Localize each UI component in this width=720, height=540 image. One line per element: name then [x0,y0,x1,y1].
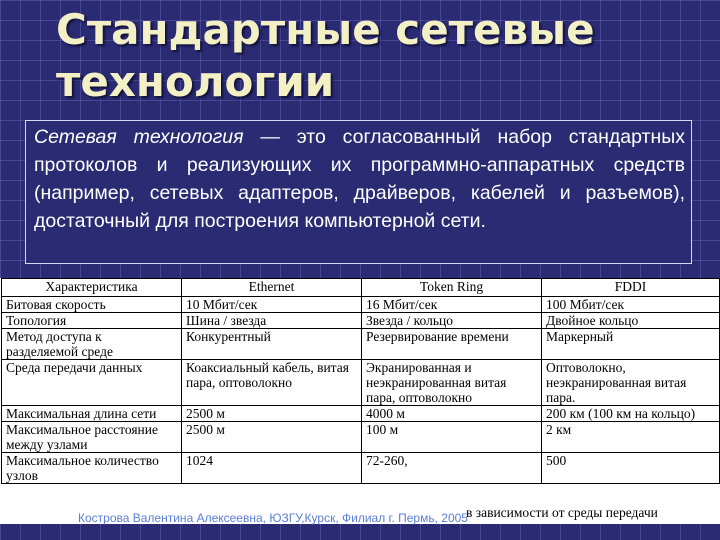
slide-title [56,4,696,108]
table-row [2,329,720,360]
table-cell: Коаксиальный кабель, витая пара, оптоволокно [182,360,362,406]
slide-title-line-1: Стандартные сетевые [56,5,595,54]
table-cell: Резервирование времени [362,329,542,360]
table-cell: Двойное кольцо [542,313,720,329]
table-cell: Топология [2,313,182,329]
table-cell: 72-260, [362,453,542,484]
table-cell: Экранированная и неэкранированная витая пара, оптоволокно [362,360,542,406]
table-cell: 4000 м [362,406,542,422]
table-note-overflow: в зависимости от среды передачи [466,507,658,520]
table-row [2,406,720,422]
table-row [2,297,720,313]
table-cell: 10 Мбит/сек [182,297,362,313]
table-cell: 2 км [542,422,720,453]
table-cell: Звезда / кольцо [362,313,542,329]
table-cell: 2500 м [182,422,362,453]
table-cell: Битовая скорость [2,297,182,313]
definition-text: — это согласованный набор стандартных протоколов и реализующих их программно-аппаратных средств (например, сетевых адаптеров, драйверов, кабелей и разъемов), достаточный для построения компьютерной сети. [34,126,685,232]
table-cell: Среда передачи данных [2,360,182,406]
table-cell: Метод доступа к разделяемой среде [2,329,182,360]
header-fddi: FDDI [542,279,720,297]
header-ethernet: Ethernet [182,279,362,297]
footer-caption: Кострова Валентина Алексеевна, ЮЗГУ,Курск, Филиал г. Пермь, 2005 [78,511,468,525]
header-token-ring: Token Ring [362,279,542,297]
definition-box [25,120,692,264]
table-row [2,313,720,329]
table-cell: 2500 м [182,406,362,422]
definition-term: Сетевая технология [34,126,244,148]
table-cell: Маркерный [542,329,720,360]
table-cell: Шина / звезда [182,313,362,329]
table-cell: 500 [542,453,720,484]
slide-title-line-2: технологии [56,57,335,106]
table-row [2,453,720,484]
header-characteristic: Характеристика [2,279,182,297]
comparison-table-container [0,278,720,524]
table-cell: Максимальное количество узлов [2,453,182,484]
table-cell: Максимальная длина сети [2,406,182,422]
table-cell: 100 Мбит/сек [542,297,720,313]
table-cell: Максимальное расстояние между узлами [2,422,182,453]
table-cell: 16 Мбит/сек [362,297,542,313]
table-header-row [2,279,720,297]
table-cell: 100 м [362,422,542,453]
table-row [2,360,720,406]
table-cell: Конкурентный [182,329,362,360]
table-cell: Оптоволокно, неэкранированная витая пара. [542,360,720,406]
table-cell: 200 км (100 км на кольцо) [542,406,720,422]
table-cell: 1024 [182,453,362,484]
comparison-table [1,278,720,484]
table-row [2,422,720,453]
